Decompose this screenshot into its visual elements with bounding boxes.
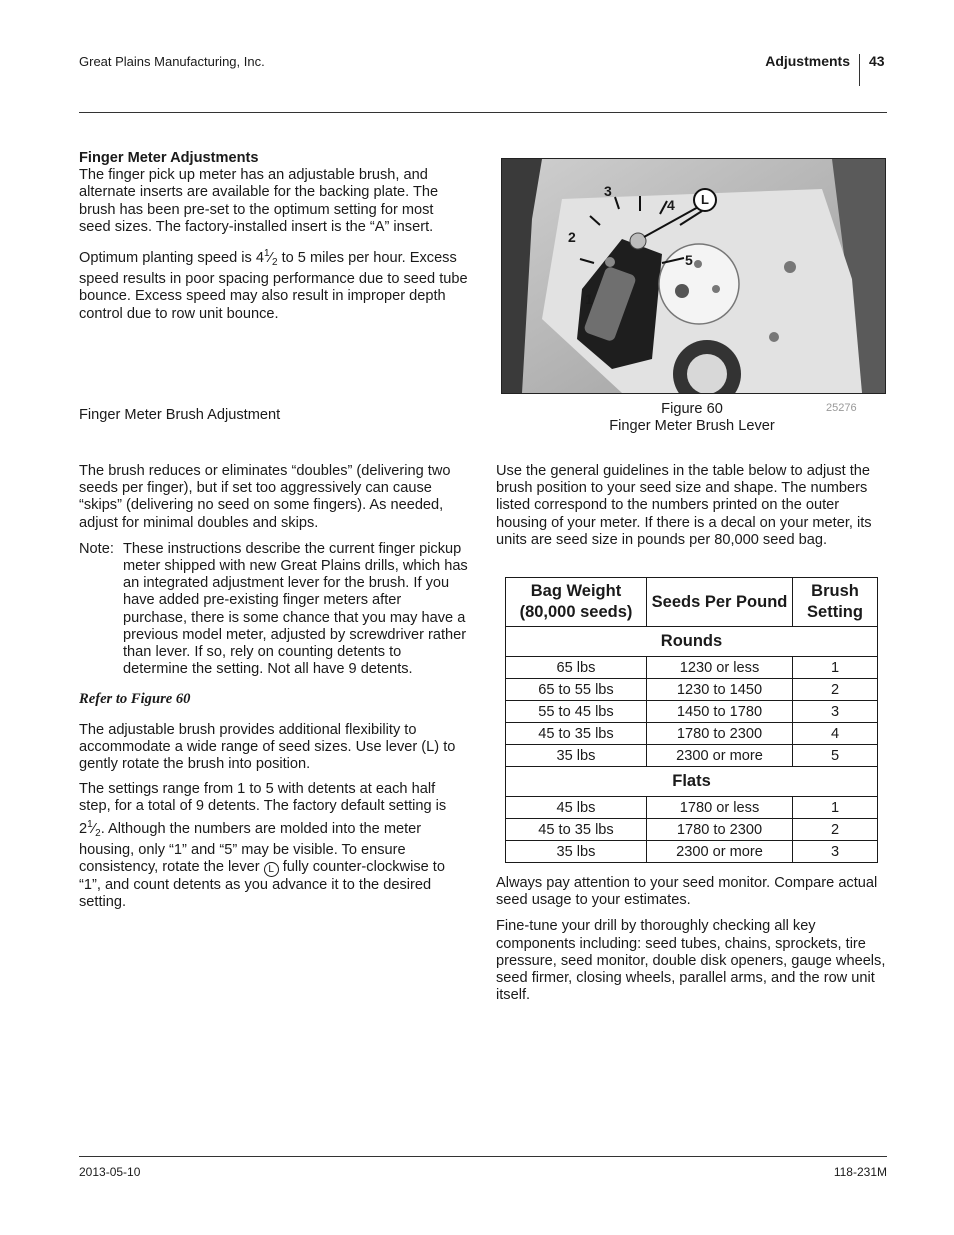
cell-seeds-per-pound: 1450 to 1780: [647, 701, 793, 723]
table-row: [506, 797, 878, 819]
cell-brush-setting: 2: [793, 679, 878, 701]
note-label: Note:: [79, 540, 114, 557]
cell-brush-setting: 5: [793, 745, 878, 767]
cell-bag-weight: 45 to 35 lbs: [506, 723, 647, 745]
cell-bag-weight: 65 lbs: [506, 657, 647, 679]
footer-date: 2013-05-10: [79, 1165, 141, 1179]
footer-rule: [79, 1156, 887, 1157]
figure-reference: Refer to Figure 60: [79, 691, 191, 708]
cell-bag-weight: 45 lbs: [506, 797, 647, 819]
lever-symbol: L: [264, 862, 279, 877]
image-id: 25276: [826, 402, 857, 414]
callout-5: 5: [685, 252, 693, 268]
cell-seeds-per-pound: 1780 to 2300: [647, 819, 793, 841]
note-text: These instructions describe the current finger pickup meter shipped with new Great Plains drills, which has an integrated adjustment lever for the brush. If you have added pre-existing finger meters after purchase, there is some chance that you may have a previous model meter, adjusted by screwdriver rather than lever. If so, rely on counting detents to determine the setting. Not all have 9 detents.: [123, 540, 468, 678]
footer-doc-number: 118-231M: [833, 1165, 887, 1179]
cell-brush-setting: 3: [793, 841, 878, 863]
brush-setting-table: [505, 577, 878, 863]
section-title: Adjustments: [765, 53, 850, 69]
group-label-rounds: Rounds: [506, 627, 878, 657]
figure-60-photo: [501, 158, 886, 394]
guidelines-block: [496, 463, 888, 549]
callout-3: 3: [604, 183, 612, 199]
table-row: [506, 841, 878, 863]
callout-1: 1: [585, 291, 593, 307]
page-number: 43: [869, 53, 885, 69]
company-name: Great Plains Manufacturing, Inc.: [79, 54, 265, 69]
callout-4: 4: [667, 197, 675, 213]
header-brush-setting: Brush Setting: [793, 578, 878, 627]
left-column-bottom: [79, 463, 469, 911]
cell-brush-setting: 1: [793, 797, 878, 819]
right-column-bottom: [496, 875, 888, 1004]
cell-brush-setting: 1: [793, 657, 878, 679]
flexibility-paragraph: The adjustable brush provides additional flexibility to accommodate a wide range of seed sizes. Use lever (L) to gently rotate the brush into position.: [79, 721, 456, 773]
header-seeds-per-pound: Seeds Per Pound: [647, 578, 793, 627]
header-rule: [79, 112, 887, 113]
header-divider: [859, 54, 860, 86]
table-header-row: [506, 578, 878, 627]
cell-bag-weight: 45 to 35 lbs: [506, 819, 647, 841]
cell-seeds-per-pound: 2300 or more: [647, 841, 793, 863]
table-row: [506, 745, 878, 767]
table-row: [506, 657, 878, 679]
cell-brush-setting: 3: [793, 701, 878, 723]
section-heading: Finger Meter Adjustments: [79, 150, 259, 166]
cell-brush-setting: 2: [793, 819, 878, 841]
cell-seeds-per-pound: 1780 or less: [647, 797, 793, 819]
cell-bag-weight: 35 lbs: [506, 745, 647, 767]
cell-bag-weight: 55 to 45 lbs: [506, 701, 647, 723]
cell-bag-weight: 65 to 55 lbs: [506, 679, 647, 701]
cell-seeds-per-pound: 2300 or more: [647, 745, 793, 767]
table-row: [506, 679, 878, 701]
left-column-top: [79, 150, 469, 323]
monitor-paragraph: Always pay attention to your seed monitor. Compare actual seed usage to your estimates.: [496, 875, 878, 909]
group-row: [506, 627, 878, 657]
cell-brush-setting: 4: [793, 723, 878, 745]
cell-seeds-per-pound: 1230 or less: [647, 657, 793, 679]
note-block: [79, 541, 469, 679]
callout-2: 2: [568, 229, 576, 245]
group-row: [506, 767, 878, 797]
brush-subheading: Finger Meter Brush Adjustment: [79, 407, 281, 423]
intro-paragraph: The finger pick up meter has an adjustable brush, and alternate inserts are available for the backing plate. The brush has been pre-set to the optimum setting for most seed sizes. The factory-installed insert is the “A” insert.: [79, 167, 439, 235]
table-row: [506, 723, 878, 745]
figure-caption: Finger Meter Brush Lever: [609, 418, 775, 434]
header-bag-weight: Bag Weight (80,000 seeds): [506, 578, 647, 627]
settings-paragraph: The settings range from 1 to 5 with detents at each half step, for a total of 9 detents. The factory default setting is $2^1⁄_2$. Although the numbers are molded into the meter housing, only “1” and “5” may be visible. To ensure consistency, rotate the lever L fully counter-clockwise to “1”, and count detents as you advance it to the desired setting.: [79, 781, 447, 911]
brush-paragraph: The brush reduces or eliminates “doubles” (delivering two seeds per finger), but if set too aggressively can cause “skips” (delivering no seed on some fingers). As needed, adjust for minimal doubles and skips.: [79, 463, 451, 531]
table-row: [506, 701, 878, 723]
figure-number: Figure 60: [661, 401, 723, 417]
callout-lever: L: [693, 188, 717, 212]
finetune-paragraph: Fine-tune your drill by thoroughly checking all key components including: seed tubes, chains, sprockets, tire pressure, seed monitor, double disk openers, gauge wheels, seed firmer, closing wheels, parallel arms, and the row unit itself.: [496, 918, 886, 1004]
guidelines-paragraph: Use the general guidelines in the table below to adjust the brush position to your seed size and shape. The numbers listed correspond to the numbers printed on the outer housing of your meter. If there is a decal on your meter, its units are seed size in pounds per 80,000 seed bag.: [496, 463, 872, 548]
cell-seeds-per-pound: 1230 to 1450: [647, 679, 793, 701]
cell-bag-weight: 35 lbs: [506, 841, 647, 863]
table-row: [506, 819, 878, 841]
group-label-flats: Flats: [506, 767, 878, 797]
speed-paragraph: Optimum planting speed is $4^1⁄_2$ to 5 miles per hour. Excess speed results in poor spacing performance due to seed tube bounce. Excess speed may also result in improper depth control due to row unit bounce.: [79, 248, 468, 322]
cell-seeds-per-pound: 1780 to 2300: [647, 723, 793, 745]
